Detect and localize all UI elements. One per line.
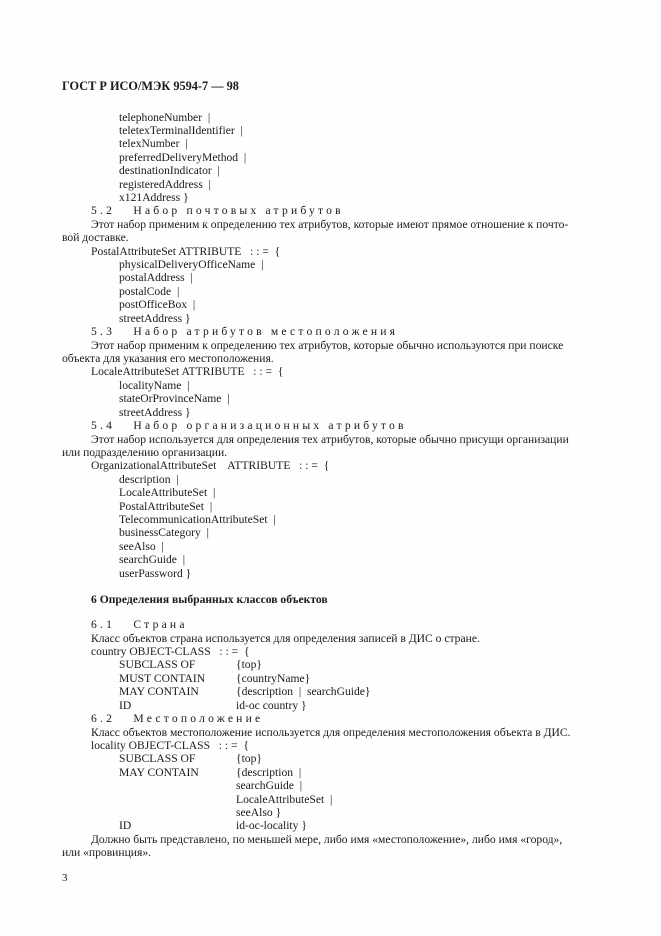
code-keyword: ID bbox=[119, 819, 132, 832]
code-value: seeAlso } bbox=[236, 806, 282, 819]
code-line: description | bbox=[119, 473, 179, 486]
code-value: {top} bbox=[236, 658, 262, 671]
code-value: LocaleAttributeSet | bbox=[236, 793, 333, 806]
code-value: {description | bbox=[236, 766, 302, 779]
code-line: locality OBJECT-CLASS : : = { bbox=[91, 739, 249, 752]
section-heading: 5.3 Набор атрибутов местоположения bbox=[91, 325, 399, 338]
code-line: LocaleAttributeSet | bbox=[119, 486, 216, 499]
code-line: postalAddress | bbox=[119, 271, 193, 284]
page-header: ГОСТ Р ИСО/МЭК 9594-7 — 98 bbox=[62, 79, 239, 93]
code-value: id-oc country } bbox=[236, 699, 307, 712]
code-line: PostalAttributeSet | bbox=[119, 500, 213, 513]
code-line: destinationIndicator | bbox=[119, 164, 220, 177]
code-line: localityName | bbox=[119, 379, 190, 392]
code-keyword: SUBCLASS OF bbox=[119, 658, 196, 671]
section-heading: 5.4 Набор организационных атрибутов bbox=[91, 419, 407, 432]
code-line: country OBJECT-CLASS : : = { bbox=[91, 645, 250, 658]
code-line: x121Address } bbox=[119, 191, 189, 204]
code-line: searchGuide | bbox=[119, 553, 186, 566]
paragraph-line: Класс объектов местоположение используется для определения местоположения объекта в ДИС. bbox=[91, 726, 571, 739]
paragraph-line: объекта для указания его местоположения. bbox=[62, 352, 274, 365]
code-line: telephoneNumber | bbox=[119, 111, 211, 124]
code-line: LocaleAttributeSet ATTRIBUTE : : = { bbox=[91, 365, 284, 378]
chapter-heading: 6 Определения выбранных классов объектов bbox=[91, 593, 328, 606]
code-line: postalCode | bbox=[119, 285, 180, 298]
code-line: businessCategory | bbox=[119, 526, 209, 539]
code-line: PostalAttributeSet ATTRIBUTE : : = { bbox=[91, 245, 281, 258]
code-value: {countryName} bbox=[236, 672, 311, 685]
code-line: telexNumber | bbox=[119, 137, 188, 150]
code-value: {top} bbox=[236, 752, 262, 765]
paragraph-line: Класс объектов страна используется для определения записей в ДИС о стране. bbox=[91, 632, 480, 645]
section-heading: 6.2 Местоположение bbox=[91, 712, 264, 725]
code-line: postOfficeBox | bbox=[119, 298, 196, 311]
paragraph-line: Этот набор применим к определению тех атрибутов, которые имеют прямое отношение к почто- bbox=[91, 218, 569, 231]
code-value: id-oc-locality } bbox=[236, 819, 307, 832]
paragraph-line: Должно быть представлено, по меньшей мере, либо имя «местоположение», либо имя «город», bbox=[91, 833, 563, 846]
code-line: userPassword } bbox=[119, 567, 192, 580]
paragraph-line: или «провинция». bbox=[62, 846, 152, 859]
code-keyword: MAY CONTAIN bbox=[119, 685, 199, 698]
paragraph-line: Этот набор применим к определению тех атрибутов, которые обычно используются при поиске bbox=[91, 339, 564, 352]
code-keyword: ID bbox=[119, 699, 132, 712]
code-line: seeAlso | bbox=[119, 540, 164, 553]
page-number: 3 bbox=[62, 872, 68, 884]
section-heading: 5.2 Набор почтовых атрибутов bbox=[91, 204, 344, 217]
section-heading: 6.1 Страна bbox=[91, 618, 188, 631]
code-line: OrganizationalAttributeSet ATTRIBUTE : : = { bbox=[91, 459, 330, 472]
paragraph-line: Этот набор используется для определения тех атрибутов, которые обычно присущи организации bbox=[91, 433, 569, 446]
code-line: streetAddress } bbox=[119, 312, 191, 325]
code-value: searchGuide | bbox=[236, 779, 303, 792]
code-line: preferredDeliveryMethod | bbox=[119, 151, 247, 164]
paragraph-line: вой доставке. bbox=[62, 231, 129, 244]
code-line: stateOrProvinceName | bbox=[119, 392, 230, 405]
code-keyword: MUST CONTAIN bbox=[119, 672, 206, 685]
code-line: physicalDeliveryOfficeName | bbox=[119, 258, 264, 271]
code-line: teletexTerminalIdentifier | bbox=[119, 124, 243, 137]
code-value: {description | searchGuide} bbox=[236, 685, 371, 698]
code-keyword: SUBCLASS OF bbox=[119, 752, 196, 765]
code-line: registeredAddress | bbox=[119, 178, 211, 191]
code-line: TelecommunicationAttributeSet | bbox=[119, 513, 276, 526]
code-keyword: MAY CONTAIN bbox=[119, 766, 199, 779]
paragraph-line: или подразделению организации. bbox=[62, 446, 228, 459]
code-line: streetAddress } bbox=[119, 406, 191, 419]
